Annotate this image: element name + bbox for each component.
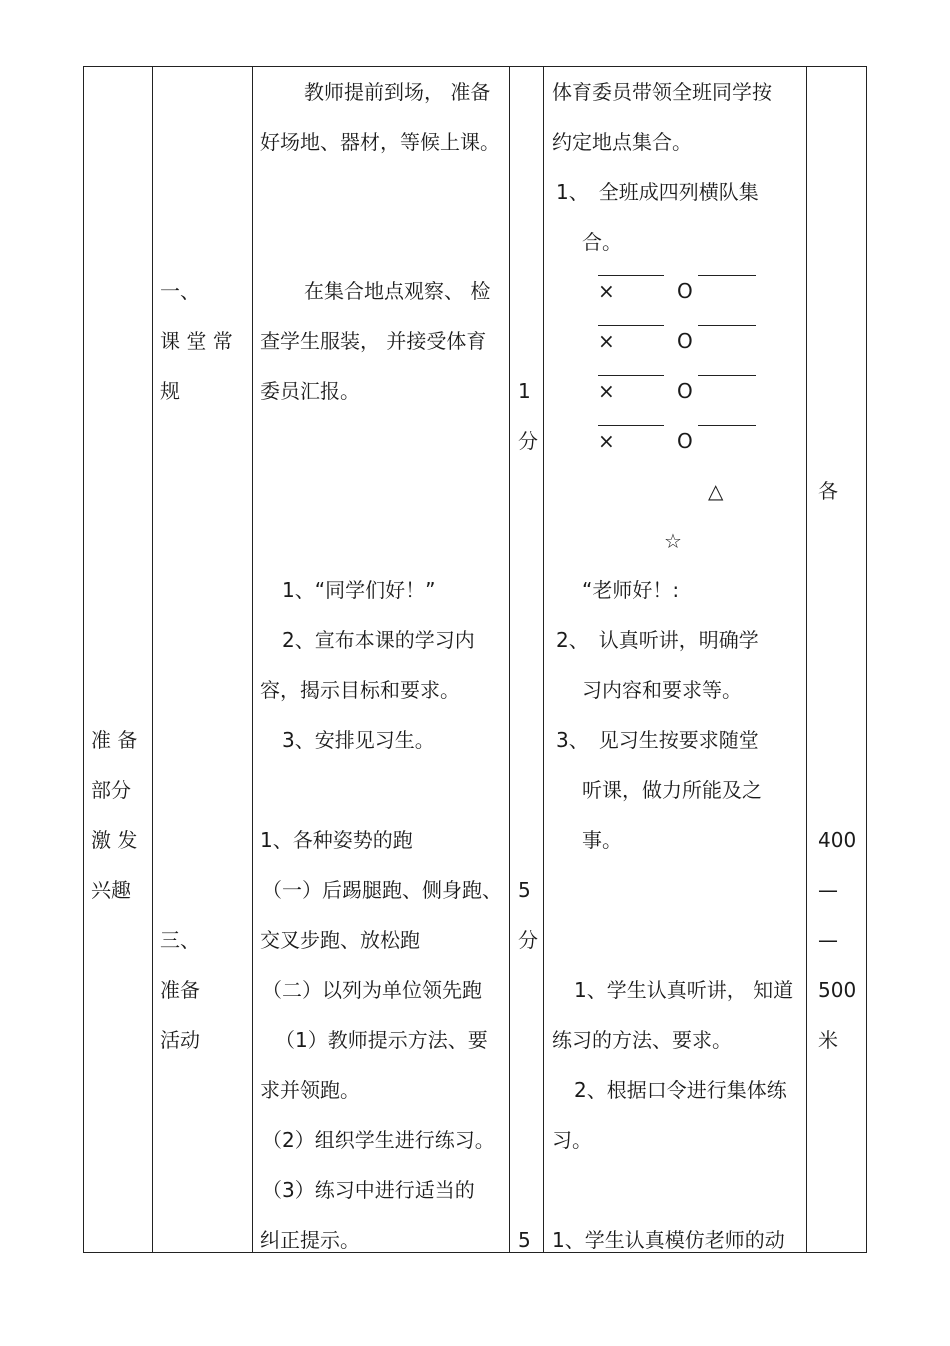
section-title: 活动 [160, 1028, 200, 1052]
load-text: 米 [818, 1028, 838, 1052]
part-label: 兴趣 [91, 878, 131, 902]
time-unit: 分 [518, 928, 538, 952]
part-label: 激 发 [91, 828, 138, 852]
student-circle-icon: O [677, 379, 693, 403]
student-activity-line: 体育委员带领全班同学按 [552, 80, 772, 104]
section-title: 准备 [160, 978, 200, 1002]
teacher-activity-line: （一）后踢腿跑、侧身跑、 [262, 878, 502, 902]
column-divider [152, 66, 153, 1253]
teacher-activity-line: （3）练习中进行适当的 [262, 1178, 475, 1202]
student-activity-line: 事。 [582, 828, 622, 852]
column-divider [509, 66, 510, 1253]
teacher-activity-line: 1、各种姿势的跑 [260, 828, 413, 852]
formation-line [598, 275, 664, 276]
student-circle-icon: O [677, 329, 693, 353]
formation-line [598, 375, 664, 376]
column-divider [543, 66, 544, 1253]
teacher-activity-line: 求并领跑。 [260, 1078, 360, 1102]
section-title: 三、 [160, 928, 200, 952]
load-text: 400 [818, 828, 857, 852]
formation-line [698, 325, 756, 326]
formation-line [698, 375, 756, 376]
time-value: 1 [518, 379, 531, 403]
teacher-activity-line: 3、安排见习生。 [282, 728, 435, 752]
teacher-activity-line: 在集合地点观察、 检 [304, 279, 491, 303]
student-cross-icon: × [598, 429, 615, 453]
teacher-activity-line: 纠正提示。 [260, 1228, 360, 1252]
leader-star-icon: ☆ [664, 529, 682, 553]
formation-line [698, 275, 756, 276]
student-activity-line: 2、 认真听讲，明确学 [556, 628, 759, 652]
student-activity-line: 1、学生认真听讲， 知道 [574, 978, 794, 1002]
student-activity-line: 约定地点集合。 [552, 130, 692, 154]
student-cross-icon: × [598, 379, 615, 403]
student-activity-line: 练习的方法、要求。 [552, 1028, 732, 1052]
teacher-activity-line: （2）组织学生进行练习。 [262, 1128, 495, 1152]
teacher-activity-line: 查学生服装， 并接受体育 [260, 329, 487, 353]
teacher-activity-line: 容，揭示目标和要求。 [260, 678, 460, 702]
student-activity-line: 2、根据口令进行集体练 [574, 1078, 787, 1102]
section-title: 规 [160, 379, 180, 403]
teacher-triangle-icon: △ [708, 479, 724, 503]
teacher-activity-line: 交叉步跑、放松跑 [260, 928, 420, 952]
student-circle-icon: O [677, 429, 693, 453]
part-label: 准 备 [91, 728, 138, 752]
teacher-activity-line: 1、“同学们好！” [282, 578, 436, 602]
teacher-activity-line: 好场地、器材，等候上课。 [260, 130, 500, 154]
student-activity-line: 听课，做力所能及之 [582, 778, 762, 802]
section-title: 一、 [160, 279, 200, 303]
student-circle-icon: O [677, 279, 693, 303]
student-cross-icon: × [598, 329, 615, 353]
load-text: — [818, 878, 838, 902]
load-text: — [818, 928, 838, 952]
student-activity-line: “老师好！: [582, 578, 680, 602]
time-unit: 分 [518, 429, 538, 453]
student-activity-line: 1、学生认真模仿老师的动 [552, 1228, 785, 1252]
load-text: 各 [818, 479, 838, 503]
student-cross-icon: × [598, 279, 615, 303]
column-divider [252, 66, 253, 1253]
time-value: 5 [518, 878, 531, 902]
lesson-table [83, 66, 867, 1253]
load-text: 500 [818, 978, 857, 1002]
part-label: 部分 [91, 778, 131, 802]
student-activity-line: 1、 全班成四列横队集 [556, 180, 759, 204]
student-activity-line: 习。 [552, 1128, 592, 1152]
student-activity-line: 3、 见习生按要求随堂 [556, 728, 759, 752]
time-value: 5 [518, 1228, 531, 1252]
student-activity-line: 合。 [582, 230, 622, 254]
formation-line [598, 425, 664, 426]
formation-line [598, 325, 664, 326]
student-activity-line: 习内容和要求等。 [582, 678, 742, 702]
teacher-activity-line: 教师提前到场， 准备 [304, 80, 491, 104]
teacher-activity-line: 2、宣布本课的学习内 [282, 628, 475, 652]
formation-line [698, 425, 756, 426]
teacher-activity-line: 委员汇报。 [260, 379, 360, 403]
section-title: 课 堂 常 [160, 329, 233, 353]
teacher-activity-line: （1）教师提示方法、要 [275, 1028, 488, 1052]
teacher-activity-line: （二）以列为单位领先跑 [262, 978, 482, 1002]
column-divider [806, 66, 807, 1253]
